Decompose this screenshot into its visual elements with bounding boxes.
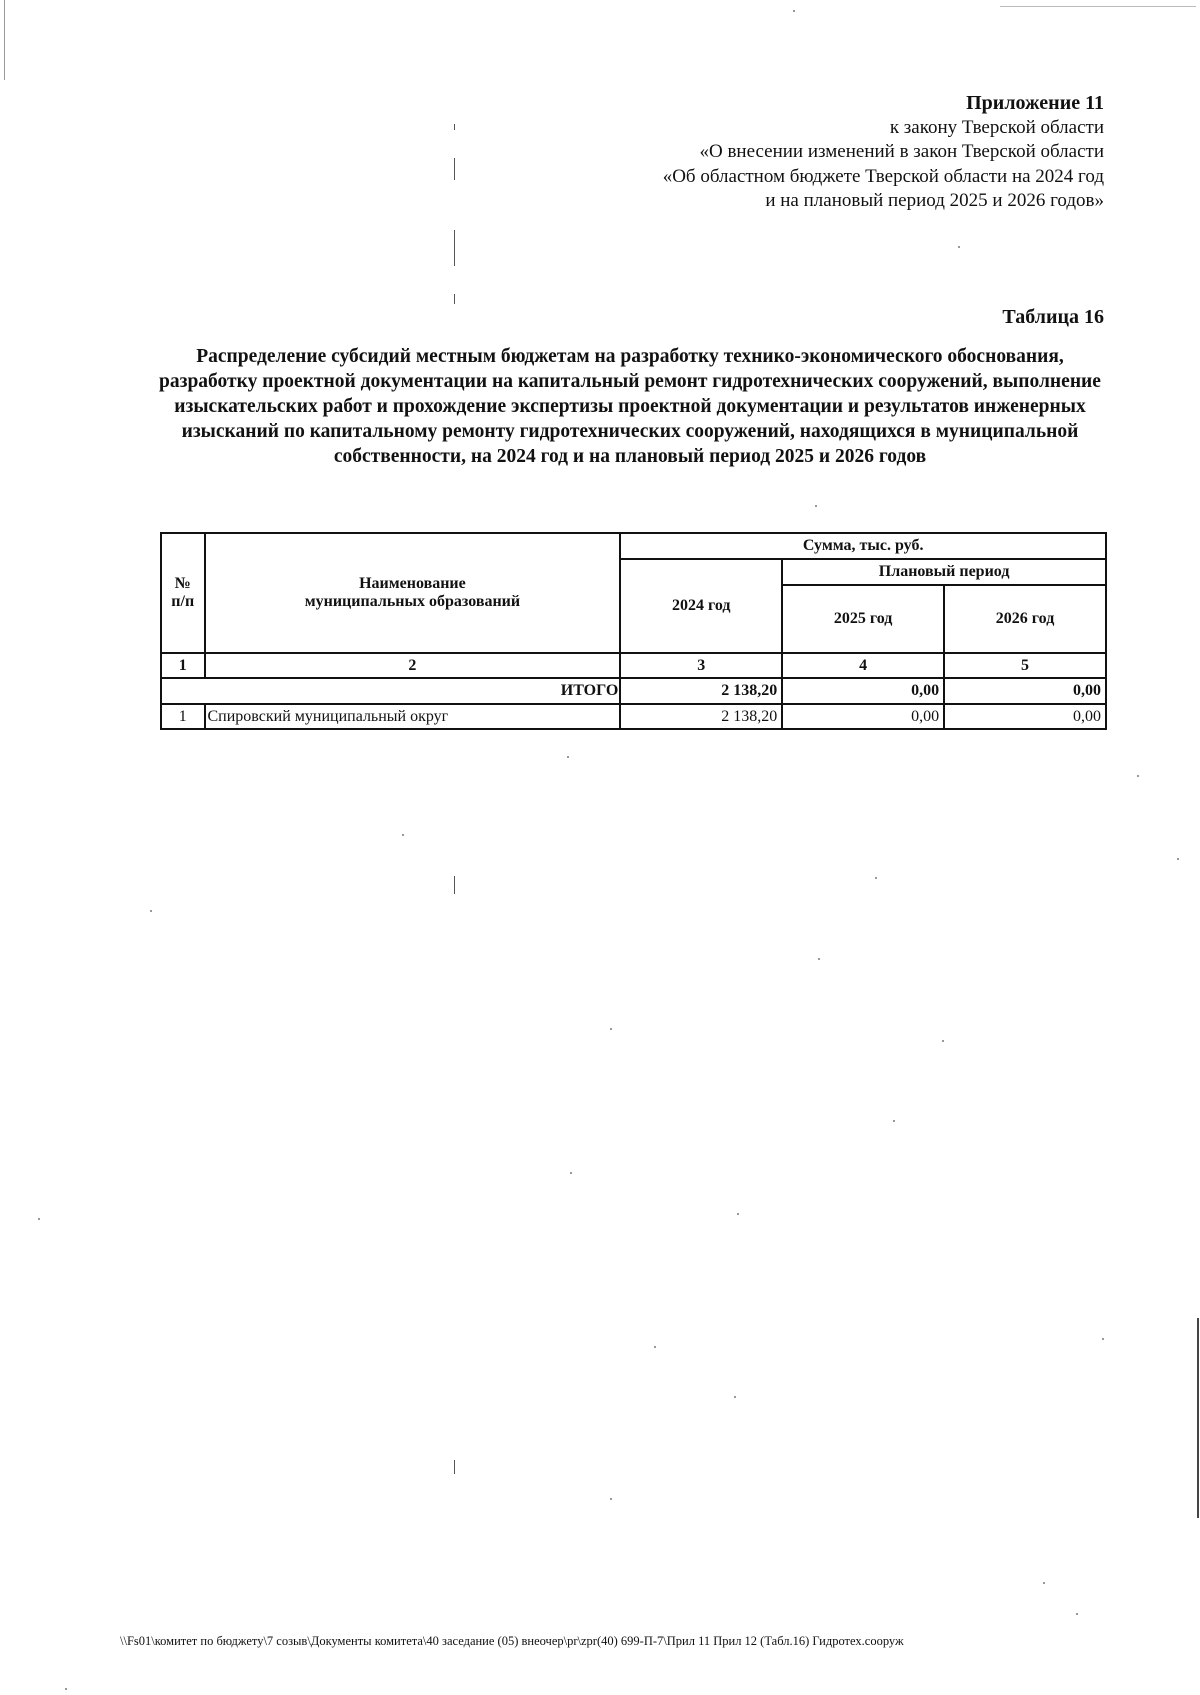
row-2025: 0,00	[782, 704, 944, 729]
appendix-header	[404, 91, 1104, 214]
scan-mark	[454, 876, 455, 894]
row-2024: 2 138,20	[620, 704, 782, 729]
table-header-row	[161, 533, 1106, 559]
header-name-line-1: Наименование	[359, 575, 466, 592]
scan-speck	[610, 1498, 612, 1500]
scan-speck	[402, 834, 404, 836]
total-2024: 2 138,20	[620, 678, 782, 704]
scan-speck	[150, 910, 152, 912]
scan-speck	[875, 877, 877, 879]
scan-mark	[454, 230, 455, 266]
scan-speck	[1102, 1338, 1104, 1340]
header-name	[205, 533, 621, 653]
header-name-line-2: муниципальных образований	[304, 593, 521, 610]
table-row	[161, 704, 1106, 729]
scan-mark	[454, 124, 455, 130]
scan-speck	[734, 1396, 736, 1398]
header-2024: 2024 год	[620, 559, 782, 653]
row-name: Спировский муниципальный округ	[205, 704, 621, 729]
scan-mark	[454, 294, 455, 304]
scan-speck	[38, 1218, 40, 1220]
footer-file-path: \\Fs01\комитет по бюджету\7 созыв\Документы комитета\40 заседание (05) внеочер\pr\zpr(40) 699-П-7\Прил 11 Прил 12 (Табл.16) Гидротех.сооруж	[120, 1634, 904, 1648]
scan-speck	[654, 1346, 656, 1348]
appendix-line-1: к закону Тверской области	[889, 116, 1104, 138]
document-title: Распределение субсидий местным бюджетам на разработку технико-экономического обоснования, разработку проектной документации на капитальный ремонт гидротехнических сооружений, выполнение изыскательских работ и прохождение экспертизы проектной документации и результатов инженерных изысканий по капитальному ремонту гидротехнических сооружений, находящихся в муниципальной собственности, на 2024 год и на плановый период 2025 и 2026 годов	[159, 346, 1101, 467]
appendix-title: Приложение 11	[966, 92, 1104, 114]
scan-speck	[958, 246, 960, 248]
total-2026: 0,00	[944, 678, 1106, 704]
column-number: 4	[782, 653, 944, 678]
scan-speck	[65, 1688, 67, 1690]
header-planned-period: Плановый период	[782, 559, 1106, 585]
column-number-row	[161, 653, 1106, 678]
scan-speck	[815, 505, 817, 507]
header-sum: Сумма, тыс. руб.	[620, 533, 1106, 559]
scan-speck	[893, 1120, 895, 1122]
scan-speck	[1177, 858, 1179, 860]
scan-speck	[1076, 1613, 1078, 1615]
scan-mark	[454, 158, 455, 180]
scan-mark	[454, 1460, 455, 1474]
scan-speck	[567, 756, 569, 758]
scan-speck	[1043, 1582, 1045, 1584]
total-2025: 0,00	[782, 678, 944, 704]
column-number: 2	[205, 653, 621, 678]
header-2025: 2025 год	[782, 585, 944, 653]
scan-edge-mark	[4, 0, 5, 80]
scan-edge-mark	[1000, 6, 1196, 7]
header-2026: 2026 год	[944, 585, 1106, 653]
column-number: 5	[944, 653, 1106, 678]
appendix-line-2: «О внесении изменений в закон Тверской области	[699, 141, 1104, 162]
subsidy-table	[160, 532, 1107, 730]
total-row	[161, 678, 1106, 704]
scan-speck	[737, 1213, 739, 1215]
scan-speck	[818, 958, 820, 960]
appendix-line-4: и на плановый период 2025 и 2026 годов»	[765, 190, 1104, 211]
row-2026: 0,00	[944, 704, 1106, 729]
appendix-line-3: «Об областном бюджете Тверской области на 2024 год	[662, 165, 1104, 187]
table-caption: Таблица 16	[1002, 306, 1104, 328]
scan-edge-mark	[1197, 1318, 1199, 1518]
column-number: 1	[161, 653, 205, 678]
total-label: ИТОГО	[161, 678, 620, 704]
scan-speck	[570, 1172, 572, 1174]
column-number: 3	[620, 653, 782, 678]
row-index: 1	[161, 704, 205, 729]
scan-speck	[610, 1028, 612, 1030]
scan-speck	[1137, 775, 1139, 777]
scan-speck	[942, 1040, 944, 1042]
header-number: № п/п	[161, 533, 205, 653]
scan-speck	[793, 10, 795, 12]
